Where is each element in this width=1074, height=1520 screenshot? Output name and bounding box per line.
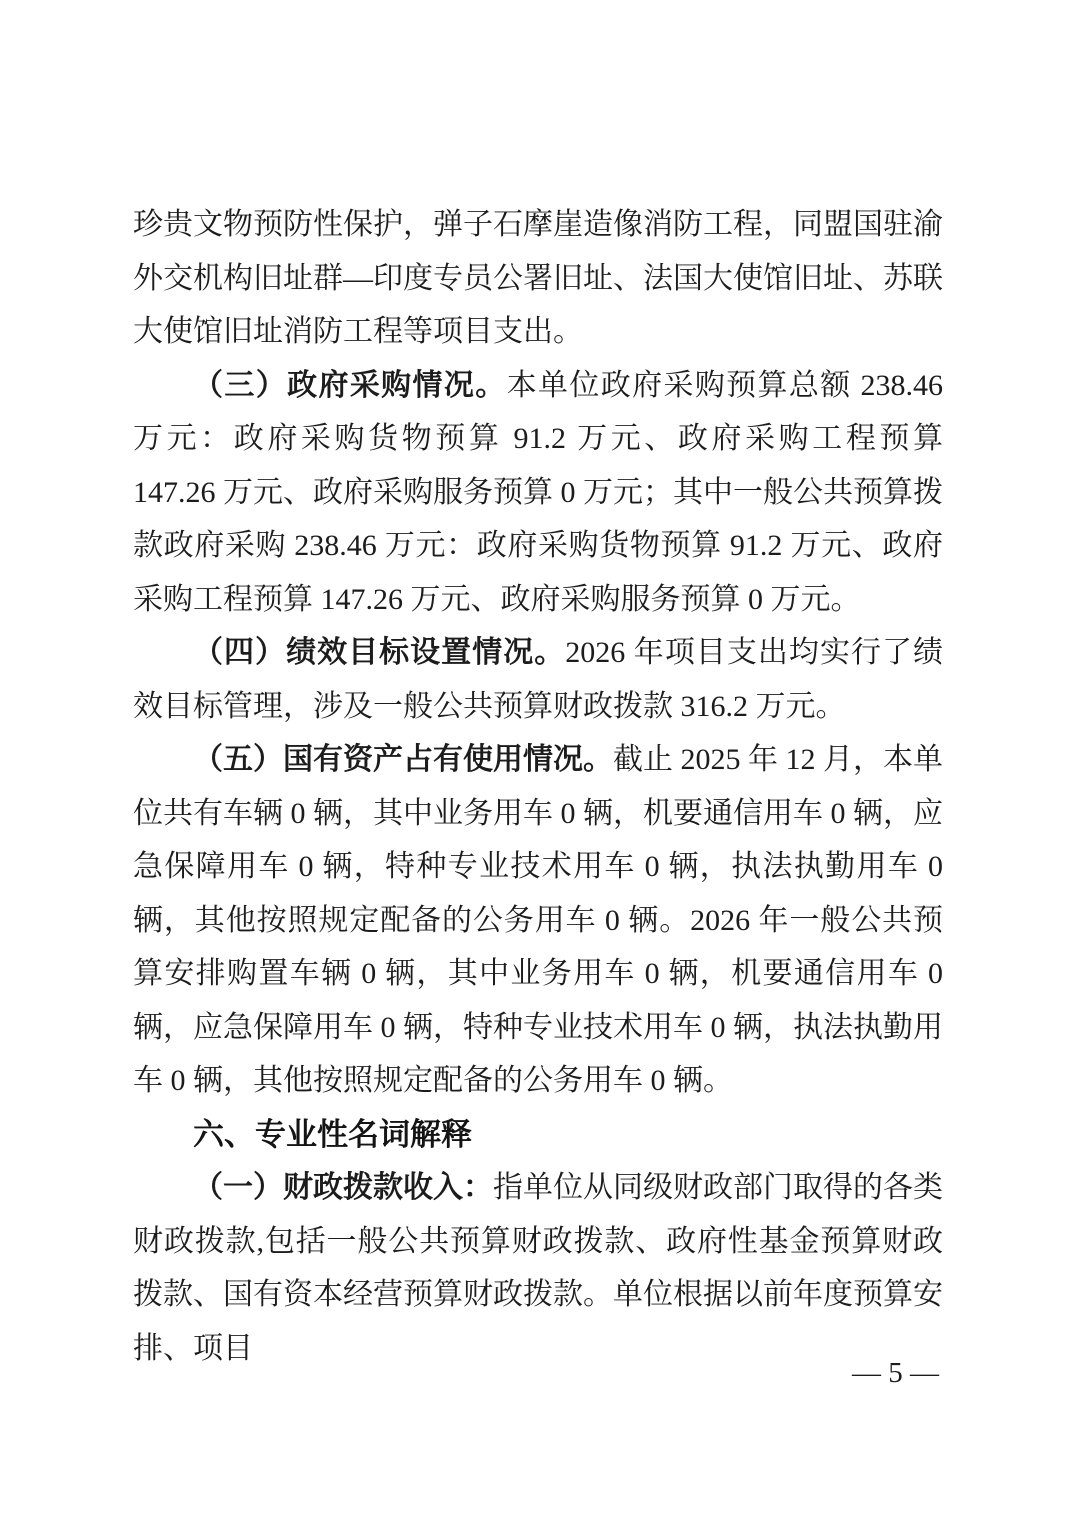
paragraph-lead: （三）政府采购情况。 bbox=[193, 368, 507, 402]
paragraph-lead: （四）绩效目标设置情况。 bbox=[193, 636, 566, 669]
paragraph-text: 截止 2025 年 12 月，本单位共有车辆 0 辆，其中业务用车 0 辆，机要通信用车 0 辆，应急保障用车 0 辆，特种专业技术用车 0 辆，执法执勤用车 0 辆，其他按照规定配备的公务用车 0 辆。2026 年一般公共预算安排购置车辆 0 辆，其中业务用车 0 辆，机要通信用车 0 辆，应急保障用车 0 辆，特种专业技术用车 0 辆，执法执勤用车 0 辆，其他按照规定配备的公务用车 0 辆。 bbox=[133, 743, 943, 1097]
paragraph-lead: （五）国有资产占有使用情况。 bbox=[193, 743, 613, 776]
section-heading-terminology: 六、专业性名词解释 bbox=[193, 1116, 472, 1152]
paragraph-fiscal-appropriation-definition bbox=[133, 1161, 943, 1375]
paragraph-lead: （一）财政拨款收入： bbox=[193, 1171, 493, 1204]
paragraph-state-assets bbox=[133, 733, 943, 1108]
paragraph-performance-targets bbox=[133, 626, 943, 733]
paragraph-project-expense-continuation bbox=[133, 198, 943, 359]
paragraph-text: 2026 年项目支出均实行了绩效目标管理，涉及一般公共预算财政拨款 316.2 万元。 bbox=[133, 636, 944, 723]
page-number-label: — 5 — bbox=[852, 1357, 939, 1389]
paragraph-text: 本单位政府采购预算总额 238.46 万元：政府采购货物预算 91.2 万元、政府采购工程预算 147.26 万元、政府采购服务预算 0 万元；其中一般公共预算拨款政府采购 238.46 万元：政府采购货物预算 91.2 万元、政府采购工程预算 147.26 万元、政府采购服务预算 0 万元。 bbox=[133, 368, 944, 616]
paragraph-government-procurement bbox=[133, 359, 943, 627]
paragraph-text: 指单位从同级财政部门取得的各类财政拨款,包括一般公共预算财政拨款、政府性基金预算财政拨款、国有资本经营预算财政拨款。单位根据以前年度预算安排、项目 bbox=[133, 1171, 943, 1365]
page-number bbox=[852, 1356, 939, 1390]
paragraph-text: 珍贵文物预防性保护，弹子石摩崖造像消防工程，同盟国驻渝外交机构旧址群—印度专员公署旧址、法国大使馆旧址、苏联大使馆旧址消防工程等项目支出。 bbox=[133, 208, 943, 348]
document-body bbox=[133, 198, 943, 1375]
